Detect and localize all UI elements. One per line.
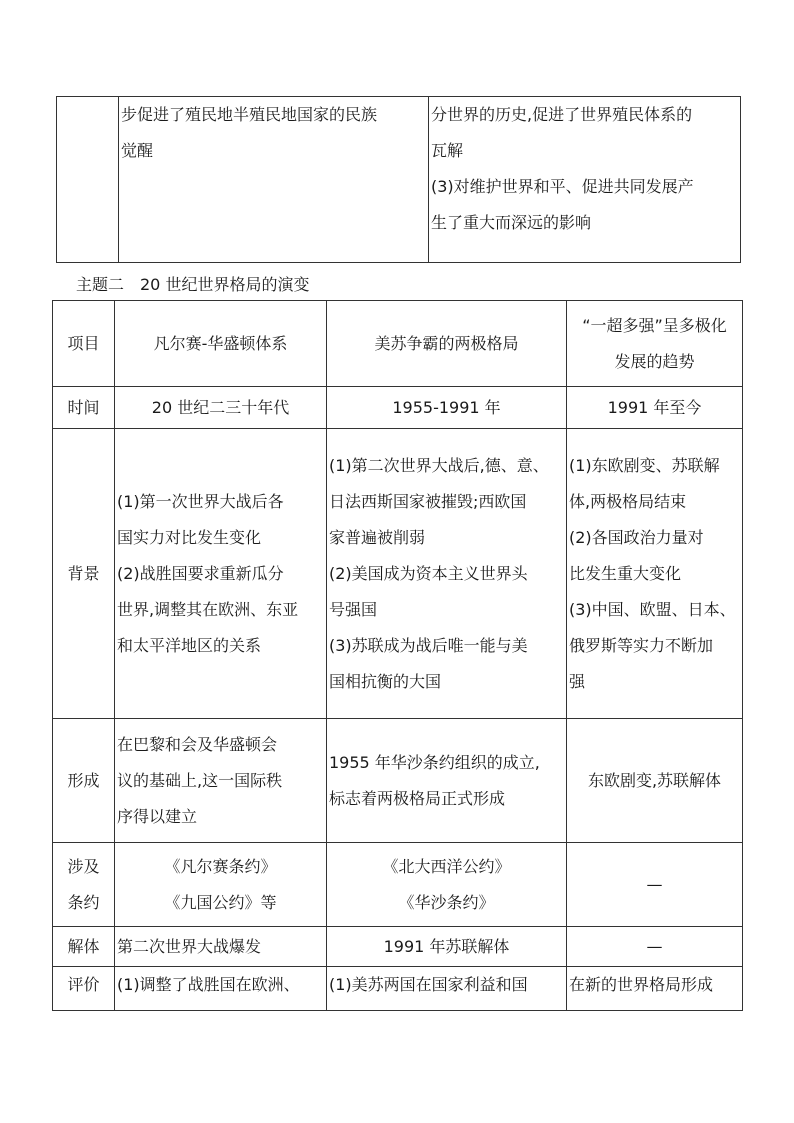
table-row-dissolution [53, 927, 743, 967]
treaties-col3: — [567, 843, 743, 927]
header-multipolar: “一超多强”呈多极化 发展的趋势 [567, 301, 743, 387]
table-row-background [53, 429, 743, 719]
formation-col1: 在巴黎和会及华盛顿会 议的基础上,这一国际秩 序得以建立 [115, 719, 327, 843]
header-bipolar: 美苏争霸的两极格局 [327, 301, 567, 387]
row-label: 形成 [53, 719, 115, 843]
header-versailles: 凡尔赛-华盛顿体系 [115, 301, 327, 387]
background-col3: (1)东欧剧变、苏联解 体,两极格局结束 (2)各国政治力量对 比发生重大变化 (3)中国、欧盟、日本、 俄罗斯等实力不断加 强 [567, 429, 743, 719]
table-row-treaties [53, 843, 743, 927]
impact-cell-col3: 分世界的历史,促进了世界殖民体系的 瓦解 (3)对维护世界和平、促进共同发展产 生了重大而深远的影响 [429, 97, 741, 263]
empty-label-cell [57, 97, 119, 263]
treaties-col2: 《北大西洋公约》 《华沙条约》 [327, 843, 567, 927]
dissolution-col2: 1991 年苏联解体 [327, 927, 567, 967]
dissolution-col3: — [567, 927, 743, 967]
time-col2: 1955-1991 年 [327, 387, 567, 429]
time-col1: 20 世纪二三十年代 [115, 387, 327, 429]
table-row-formation [53, 719, 743, 843]
table-row-evaluation [53, 967, 743, 1011]
section-title: 主题二 20 世纪世界格局的演变 [76, 275, 310, 294]
treaties-col1: 《凡尔赛条约》 《九国公约》等 [115, 843, 327, 927]
dissolution-col1: 第二次世界大战爆发 [115, 927, 327, 967]
evaluation-col2: (1)美苏两国在国家利益和国 [327, 967, 567, 1011]
impact-cell-col2: 步促进了殖民地半殖民地国家的民族 觉醒 [119, 97, 429, 263]
table-row-time [53, 387, 743, 429]
continuation-table [56, 96, 741, 263]
evaluation-col1: (1)调整了战胜国在欧洲、 [115, 967, 327, 1011]
background-col1: (1)第一次世界大战后各 国实力对比发生变化 (2)战胜国要求重新瓜分 世界,调整其在欧洲、东亚 和太平洋地区的关系 [115, 429, 327, 719]
row-label: 时间 [53, 387, 115, 429]
world-order-table [52, 300, 743, 1011]
header-item: 项目 [53, 301, 115, 387]
time-col3: 1991 年至今 [567, 387, 743, 429]
header-row [53, 301, 743, 387]
formation-col3: 东欧剧变,苏联解体 [567, 719, 743, 843]
table-row [57, 97, 741, 263]
row-label: 评价 [53, 967, 115, 1011]
background-col2: (1)第二次世界大战后,德、意、 日法西斯国家被摧毁;西欧国 家普遍被削弱 (2)美国成为资本主义世界头 号强国 (3)苏联成为战后唯一能与美 国相抗衡的大国 [327, 429, 567, 719]
evaluation-col3: 在新的世界格局形成 [567, 967, 743, 1011]
row-label: 解体 [53, 927, 115, 967]
formation-col2: 1955 年华沙条约组织的成立, 标志着两极格局正式形成 [327, 719, 567, 843]
row-label: 涉及 条约 [53, 843, 115, 927]
row-label: 背景 [53, 429, 115, 719]
